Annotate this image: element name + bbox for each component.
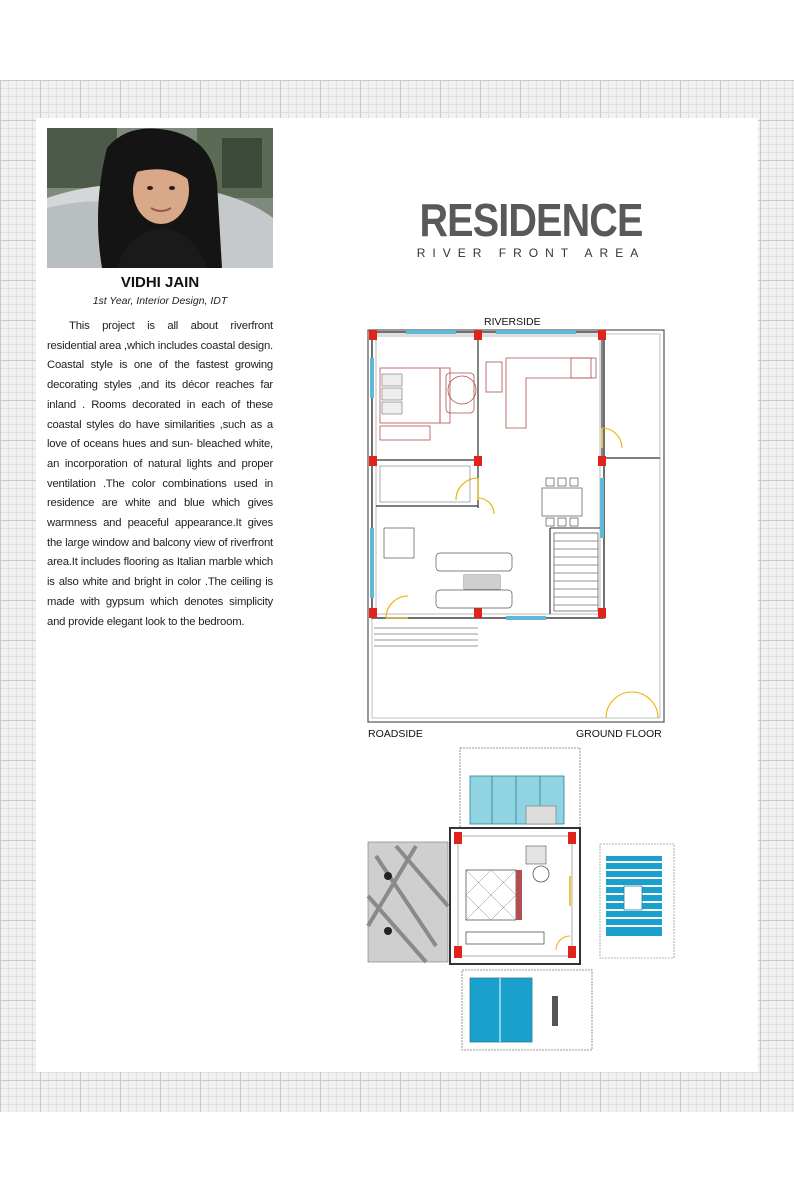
author-photo xyxy=(47,128,273,268)
ground-floor-plan xyxy=(366,328,666,728)
author-name: VIDHI JAIN xyxy=(120,274,200,291)
portrait-illustration xyxy=(47,128,273,268)
project-description: This project is all about riverfront residential area ,which includes coastal design. Coastal style is one of the fastest growing decorating styles ,and its décor reaches far inland . Rooms decorated in each of these coastal styles do have similarities ,such as a love of oceans hues and sun- bleached white, an incorporation of natural lights and proper ventilation .The color combinations used in residence are white and blue which gives warmness and peaceful appearance.It gives the large window and balcony view of riverfront area.It includes flooring as Italian marble which is also white and bright in color .The ceiling is made with gypsum which denotes simplicity and provide elegant look to the bedroom. xyxy=(47,320,273,628)
plan-label-roadside: ROADSIDE xyxy=(368,728,423,740)
plan-label-riverside: RIVERSIDE xyxy=(484,316,541,328)
project-title: RESIDENCE xyxy=(419,194,643,246)
project-subtitle: RIVER FRONT AREA xyxy=(416,246,646,260)
bedroom-plan xyxy=(366,746,696,1056)
author-role: 1st Year, Interior Design, IDT xyxy=(92,295,228,307)
plan-label-ground-floor: GROUND FLOOR xyxy=(576,728,662,740)
page-sheet xyxy=(36,118,758,1072)
